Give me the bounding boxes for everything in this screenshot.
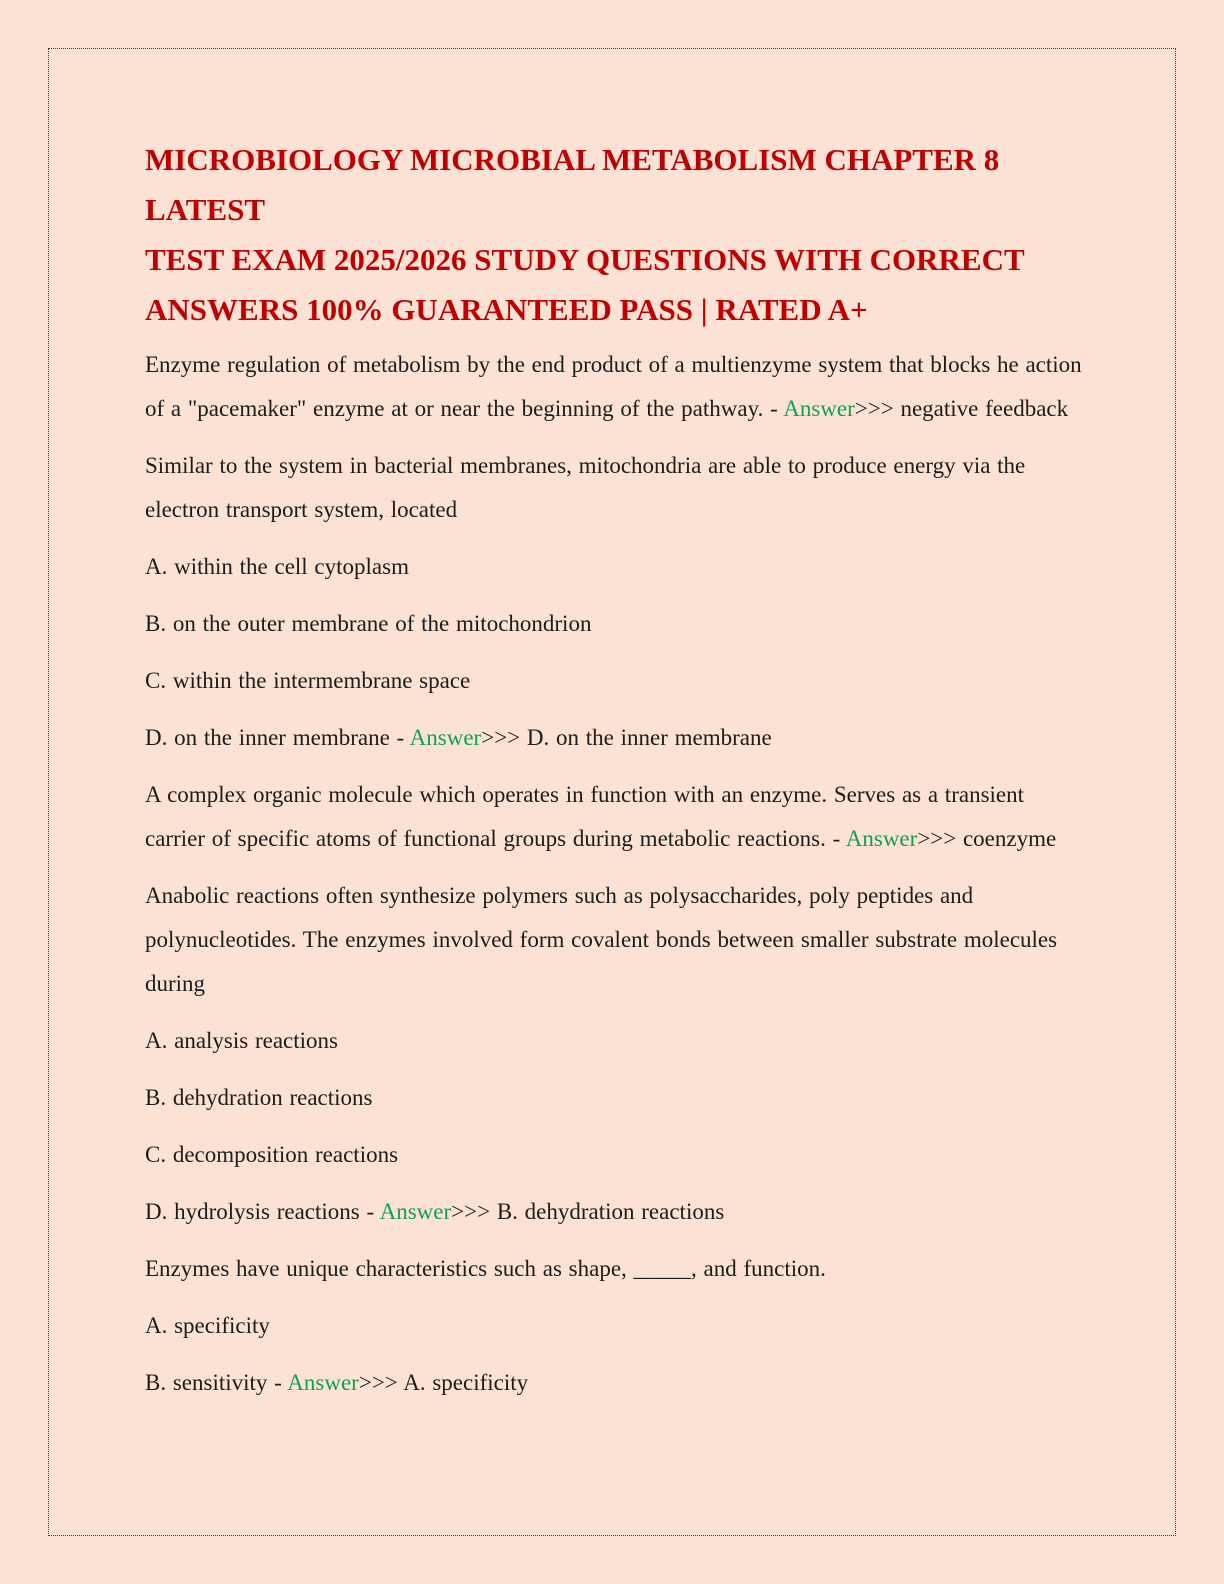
answer-label: Answer: [845, 826, 918, 851]
question-text: C. within the intermembrane space: [145, 668, 471, 693]
answer-label: Answer: [409, 725, 482, 750]
question-text: >>> coenzyme: [917, 826, 1057, 851]
qa-paragraph: [145, 773, 1085, 861]
question-text: D. on the inner membrane -: [145, 725, 410, 750]
qa-list: [145, 343, 1085, 1405]
question-text: >>> D. on the inner membrane: [481, 725, 772, 750]
title-line-1: MICROBIOLOGY MICROBIAL METABOLISM CHAPTER 8 LATEST: [145, 142, 1000, 227]
document-content: [145, 135, 1085, 1418]
qa-paragraph: [145, 1190, 1085, 1234]
qa-paragraph: [145, 444, 1085, 532]
qa-paragraph: [145, 659, 1085, 703]
question-text: A. specificity: [145, 1313, 270, 1338]
question-text: >>> negative feedback: [854, 396, 1069, 421]
title-line-2: TEST EXAM 2025/2026 STUDY QUESTIONS WITH CORRECT: [145, 242, 1025, 277]
question-text: >>> B. dehydration reactions: [451, 1199, 725, 1224]
qa-paragraph: [145, 874, 1085, 1006]
document-title: [145, 135, 1085, 335]
question-text: Anabolic reactions often synthesize polymers such as polysaccharides, poly peptides and polynucleotides. The enzymes involved form covalent bonds between smaller substrate molecules during: [145, 883, 1058, 996]
title-line-3: ANSWERS 100% GUARANTEED PASS | RATED A+: [145, 292, 868, 327]
question-text: A. analysis reactions: [145, 1028, 338, 1053]
question-text: >>> A. specificity: [358, 1370, 529, 1395]
question-text: Similar to the system in bacterial membranes, mitochondria are able to produce energy via the electron transport system, located: [145, 453, 1026, 522]
qa-paragraph: [145, 716, 1085, 760]
question-text: B. on the outer membrane of the mitochondrion: [145, 611, 592, 636]
question-text: B. sensitivity -: [145, 1370, 288, 1395]
answer-label: Answer: [287, 1370, 359, 1395]
answer-label: Answer: [783, 396, 855, 421]
question-text: A. within the cell cytoplasm: [145, 554, 409, 579]
qa-paragraph: [145, 1361, 1085, 1405]
question-text: A complex organic molecule which operates in function with an enzyme. Serves as a transient carrier of specific atoms of functional groups during metabolic reactions. -: [145, 782, 1025, 851]
question-text: B. dehydration reactions: [145, 1085, 373, 1110]
answer-label: Answer: [379, 1199, 452, 1224]
qa-paragraph: [145, 1019, 1085, 1063]
qa-paragraph: [145, 602, 1085, 646]
question-text: Enzymes have unique characteristics such as shape, _____, and function.: [145, 1256, 826, 1281]
qa-paragraph: [145, 1133, 1085, 1177]
question-text: D. hydrolysis reactions -: [145, 1199, 380, 1224]
qa-paragraph: [145, 343, 1085, 431]
qa-paragraph: [145, 1304, 1085, 1348]
qa-paragraph: [145, 545, 1085, 589]
question-text: Enzyme regulation of metabolism by the end product of a multienzyme system that blocks he action of a "pacemaker" enzyme at or near the beginning of the pathway. -: [145, 352, 1082, 421]
question-text: C. decomposition reactions: [145, 1142, 399, 1167]
qa-paragraph: [145, 1247, 1085, 1291]
qa-paragraph: [145, 1076, 1085, 1120]
